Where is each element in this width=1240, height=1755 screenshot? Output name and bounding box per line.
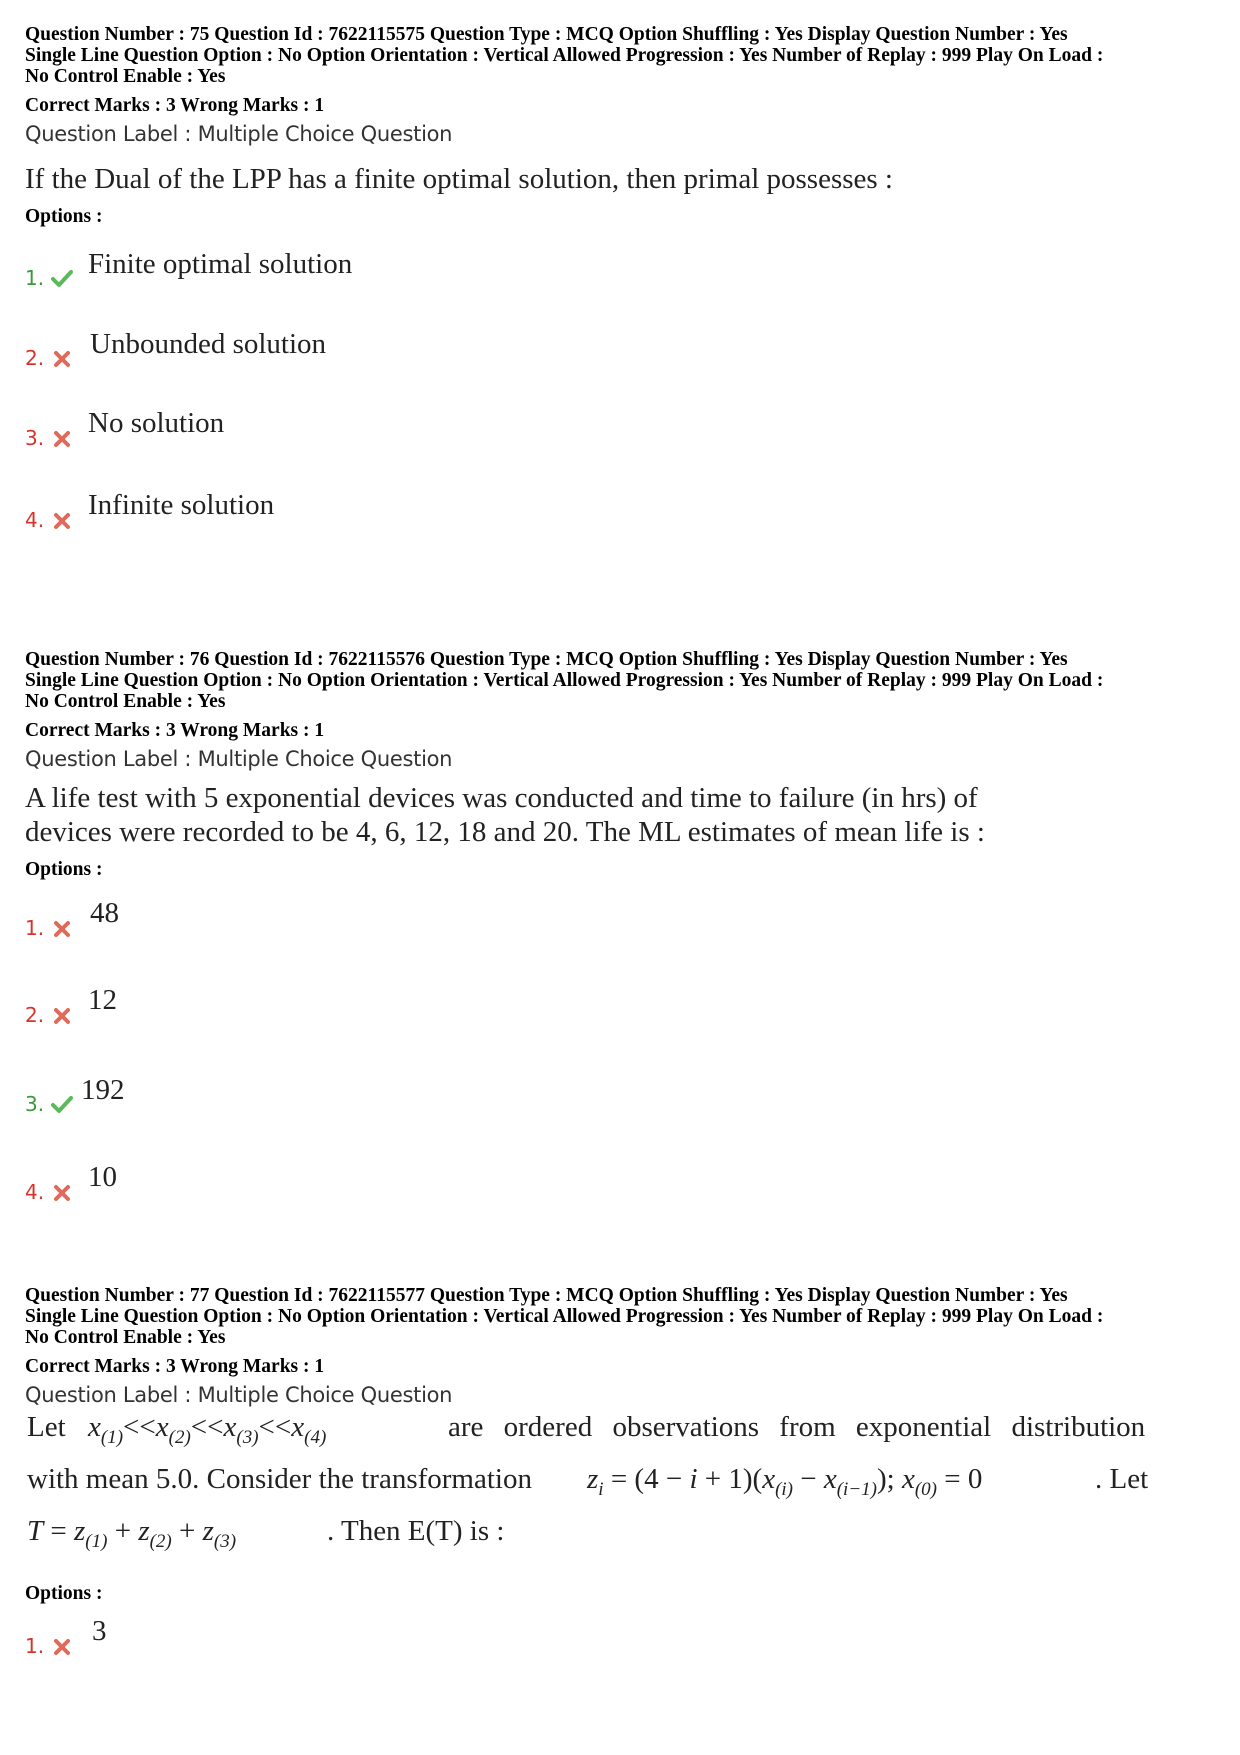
math-ordered-observations: $x_{(1)}<<x_{(2)}<<x_{(3)}<<x_{(4)}$ xyxy=(88,1411,327,1448)
cross-icon xyxy=(51,918,73,940)
option-text: Unbounded solution xyxy=(90,328,327,360)
question-meta xyxy=(25,24,1225,87)
option-text: 192 xyxy=(81,1074,125,1106)
option-number: 1. xyxy=(25,266,45,290)
cross-icon xyxy=(51,1005,73,1027)
option-number: 3. xyxy=(25,426,45,450)
question-label: Question Label : Multiple Choice Question xyxy=(25,747,453,771)
options-list xyxy=(25,897,1225,1212)
option-number: 2. xyxy=(25,1003,45,1027)
meta-line: Question Number : 76 Question Id : 7622115576 Question Type : MCQ Option Shuffling : Yes Display Question Number : Yes xyxy=(25,649,1068,670)
question-text-fragment: are ordered observations from exponential distribution xyxy=(448,1411,1146,1443)
math-transformation: $z_i = (4 - i + 1)(x_{(i)} - x_{(i-1)})$; $x_{(0)} = 0$ xyxy=(587,1463,983,1500)
meta-line: Question Number : 77 Question Id : 7622115577 Question Type : MCQ Option Shuffling : Yes Display Question Number : Yes xyxy=(25,1285,1068,1306)
cross-icon xyxy=(51,428,73,450)
option-text: 10 xyxy=(88,1161,117,1193)
question-marks: Correct Marks : 3 Wrong Marks : 1 xyxy=(25,95,325,116)
options-list xyxy=(25,248,1225,562)
cross-icon xyxy=(51,348,73,370)
options-list xyxy=(25,1615,1225,1690)
question-text-line: devices were recorded to be 4, 6, 12, 18 and 20. The ML estimates of mean life is : xyxy=(25,816,985,848)
options-heading: Options : xyxy=(25,1583,103,1604)
meta-line: No Control Enable : Yes xyxy=(25,66,226,87)
meta-line: Single Line Question Option : No Option Orientation : Vertical Allowed Progression : Yes Number of Replay : 999 Play On Load : xyxy=(25,1306,1104,1327)
option-number: 2. xyxy=(25,346,45,370)
question-text-line: A life test with 5 exponential devices was conducted and time to failure (in hrs) of xyxy=(25,782,978,814)
option-text: 3 xyxy=(92,1615,107,1647)
question-text-fragment: . Let xyxy=(1095,1463,1149,1495)
options-heading-block xyxy=(25,1583,1225,1605)
meta-line: Question Number : 75 Question Id : 7622115575 Question Type : MCQ Option Shuffling : Yes Display Question Number : Yes xyxy=(25,24,1068,45)
meta-line: Single Line Question Option : No Option Orientation : Vertical Allowed Progression : Yes Number of Replay : 999 Play On Load : xyxy=(25,670,1104,691)
meta-line: No Control Enable : Yes xyxy=(25,1327,226,1348)
question-marks: Correct Marks : 3 Wrong Marks : 1 xyxy=(25,720,325,741)
math-statistic-t: $T = z_{(1)} + z_{(2)} + z_{(3)}$ xyxy=(27,1515,237,1552)
question-text xyxy=(25,781,1225,849)
check-icon xyxy=(51,268,73,290)
question-text-fragment: Let xyxy=(27,1411,66,1443)
option-number: 4. xyxy=(25,508,45,532)
option-number: 4. xyxy=(25,1180,45,1204)
question-text xyxy=(25,1410,1225,1550)
cross-icon xyxy=(51,1182,73,1204)
question-block-76 xyxy=(25,649,1225,881)
option-number: 1. xyxy=(25,1634,45,1658)
meta-line: No Control Enable : Yes xyxy=(25,691,226,712)
cross-icon xyxy=(51,510,73,532)
option-text: Finite optimal solution xyxy=(88,248,353,280)
question-marks: Correct Marks : 3 Wrong Marks : 1 xyxy=(25,1356,325,1377)
question-block-77 xyxy=(25,1285,1225,1407)
options-heading: Options : xyxy=(25,206,103,227)
question-text-fragment: . Then E(T) is : xyxy=(327,1515,505,1547)
question-text: If the Dual of the LPP has a finite optimal solution, then primal possesses : xyxy=(25,163,893,195)
cross-icon xyxy=(51,1636,73,1658)
question-label: Question Label : Multiple Choice Question xyxy=(25,122,453,146)
question-block-75 xyxy=(25,24,1225,228)
question-meta xyxy=(25,1285,1225,1348)
option-number: 3. xyxy=(25,1092,45,1116)
check-icon xyxy=(51,1094,73,1116)
option-number: 1. xyxy=(25,916,45,940)
option-text: 12 xyxy=(88,984,117,1016)
question-text-fragment: with mean 5.0. Consider the transformation xyxy=(27,1463,532,1495)
meta-line: Single Line Question Option : No Option Orientation : Vertical Allowed Progression : Yes Number of Replay : 999 Play On Load : xyxy=(25,45,1104,66)
option-text: 48 xyxy=(90,897,119,929)
question-meta xyxy=(25,649,1225,712)
question-label: Question Label : Multiple Choice Question xyxy=(25,1383,453,1407)
option-text: Infinite solution xyxy=(88,489,275,521)
options-heading: Options : xyxy=(25,859,103,880)
option-text: No solution xyxy=(88,407,225,439)
